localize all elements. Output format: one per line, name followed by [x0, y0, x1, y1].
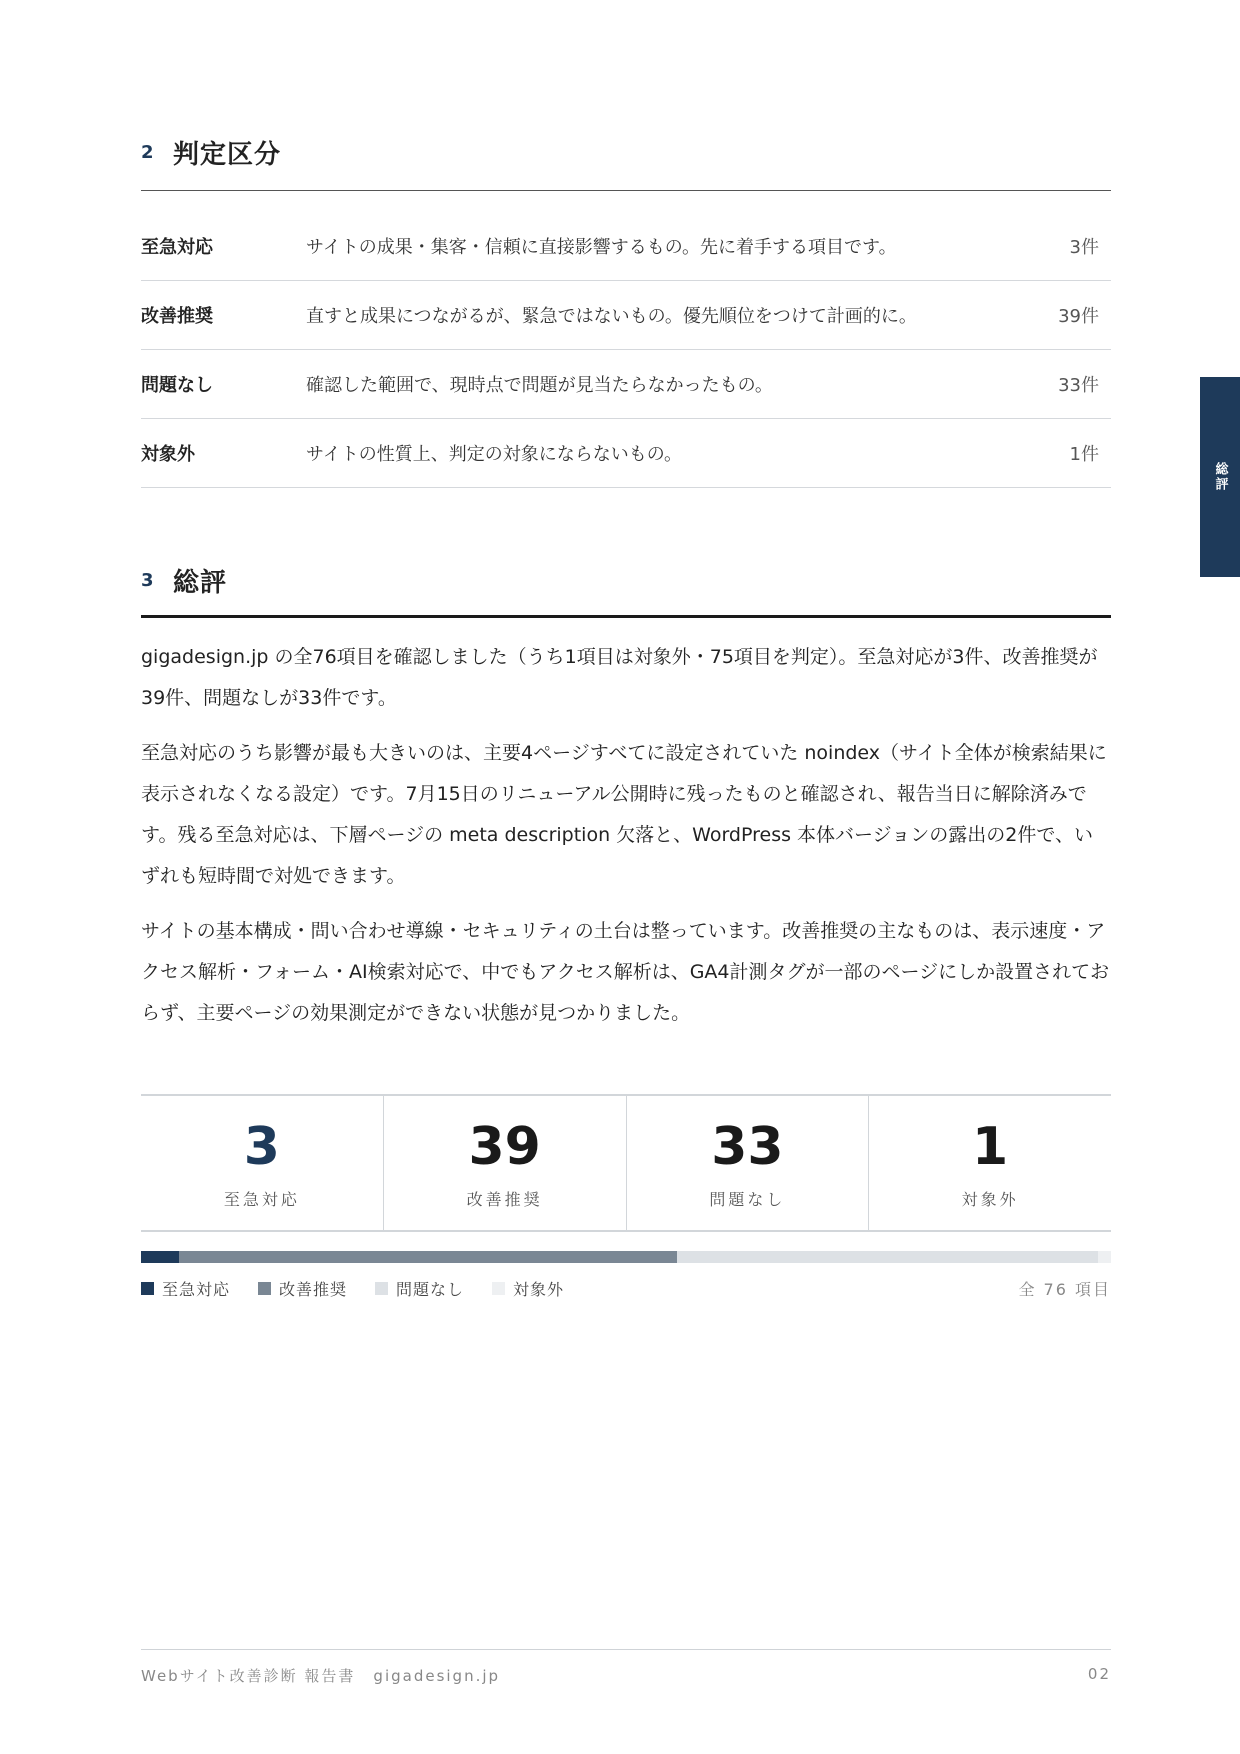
bar-segment-urgent — [141, 1251, 179, 1263]
legend-item — [141, 1277, 230, 1300]
chart-legend — [141, 1277, 1111, 1300]
judgment-description: 確認した範囲で、現時点で問題が見当たらなかったもの。 — [306, 375, 773, 396]
site-domain: gigadesign.jp — [373, 1667, 501, 1685]
judgment-name: 至急対応 — [141, 237, 213, 258]
footer-divider — [141, 1649, 1111, 1650]
stat-value: 1 — [972, 1116, 1009, 1177]
judgment-count: 3件 — [1069, 237, 1099, 258]
stat-label: 至急対応 — [223, 1189, 300, 1209]
footer-title — [141, 1665, 500, 1686]
summary-paragraph: gigadesign.jp の全76項目を確認しました（うち1項目は対象外・75項目を判定）。至急対応が3件、改善推奨が39件、問題なしが33件です。 — [141, 646, 1098, 709]
table-row — [141, 212, 1111, 281]
stat-no-issue — [627, 1096, 870, 1230]
legend-item — [258, 1277, 347, 1300]
section-title: 総評 — [173, 568, 228, 598]
summary-paragraph: サイトの基本構成・問い合わせ導線・セキュリティの土台は整っています。改善推奨の主なものは、表示速度・アクセス解析・フォーム・AI検索対応で、中でもアクセス解析は、GA4計測タグが一部のページにしか設置されておらず、主要ページの効果測定ができない状態が見つかりました。 — [141, 920, 1110, 1024]
legend-item — [375, 1277, 464, 1300]
stat-out-of-scope — [869, 1096, 1111, 1230]
stat-label: 問題なし — [709, 1189, 786, 1209]
legend-label: 対象外 — [513, 1280, 565, 1299]
legend-swatch — [375, 1282, 388, 1295]
legend-swatch — [492, 1282, 505, 1295]
section-3-heading — [141, 562, 1111, 599]
legend-swatch — [258, 1282, 271, 1295]
side-index-tab[interactable]: 総評 — [1200, 377, 1240, 577]
legend-label: 問題なし — [396, 1280, 465, 1299]
page-number: 02 — [1087, 1665, 1111, 1683]
section-divider — [141, 190, 1111, 191]
judgment-name: 対象外 — [141, 444, 195, 465]
summary-paragraph: 至急対応のうち影響が最も大きいのは、主要4ページすべてに設定されていた noindex（サイト全体が検索結果に表示されなくなる設定）です。7月15日のリニューアル公開時に残ったものと確認され、報告当日に解除済みです。残る至急対応は、下層ページの meta description 欠落と、WordPress 本体バージョンの露出の2件で、いずれも短時間で対処できます。 — [141, 742, 1107, 887]
table-row — [141, 350, 1111, 419]
stat-recommended — [384, 1096, 627, 1230]
judgment-description: サイトの性質上、判定の対象にならないもの。 — [306, 444, 683, 465]
summary-text — [141, 637, 1111, 1048]
distribution-bar — [141, 1251, 1111, 1263]
legend-label: 改善推奨 — [279, 1280, 348, 1299]
section-number: 3 — [141, 570, 154, 591]
table-row — [141, 419, 1111, 488]
section-divider — [141, 615, 1111, 618]
stats-panel — [141, 1094, 1111, 1232]
judgment-name: 改善推奨 — [141, 306, 213, 327]
section-number: 2 — [141, 142, 154, 163]
judgment-table — [141, 212, 1111, 488]
stat-value: 33 — [711, 1116, 784, 1177]
stat-value: 39 — [468, 1116, 541, 1177]
report-name: Webサイト改善診断 報告書 — [141, 1667, 356, 1685]
section-2-heading — [141, 134, 1111, 171]
judgment-description: 直すと成果につながるが、緊急ではないもの。優先順位をつけて計画的に。 — [306, 306, 917, 327]
bar-segment-no-issue — [677, 1251, 1098, 1263]
total-count: 全 76 項目 — [1018, 1280, 1111, 1299]
section-title: 判定区分 — [173, 140, 282, 170]
stat-label: 改善推奨 — [466, 1189, 543, 1209]
judgment-name: 問題なし — [141, 375, 213, 396]
stat-value: 3 — [243, 1116, 280, 1177]
judgment-count: 1件 — [1069, 444, 1099, 465]
judgment-count: 33件 — [1058, 375, 1099, 396]
bar-segment-out-of-scope — [1098, 1251, 1111, 1263]
legend-item — [492, 1277, 564, 1300]
stat-label: 対象外 — [961, 1189, 1019, 1209]
table-row — [141, 281, 1111, 350]
bar-segment-recommended — [179, 1251, 677, 1263]
legend-swatch — [141, 1282, 154, 1295]
judgment-count: 39件 — [1058, 306, 1099, 327]
stat-urgent — [141, 1096, 384, 1230]
legend-label: 至急対応 — [162, 1280, 231, 1299]
judgment-description: サイトの成果・集客・信頼に直接影響するもの。先に着手する項目です。 — [306, 237, 897, 258]
